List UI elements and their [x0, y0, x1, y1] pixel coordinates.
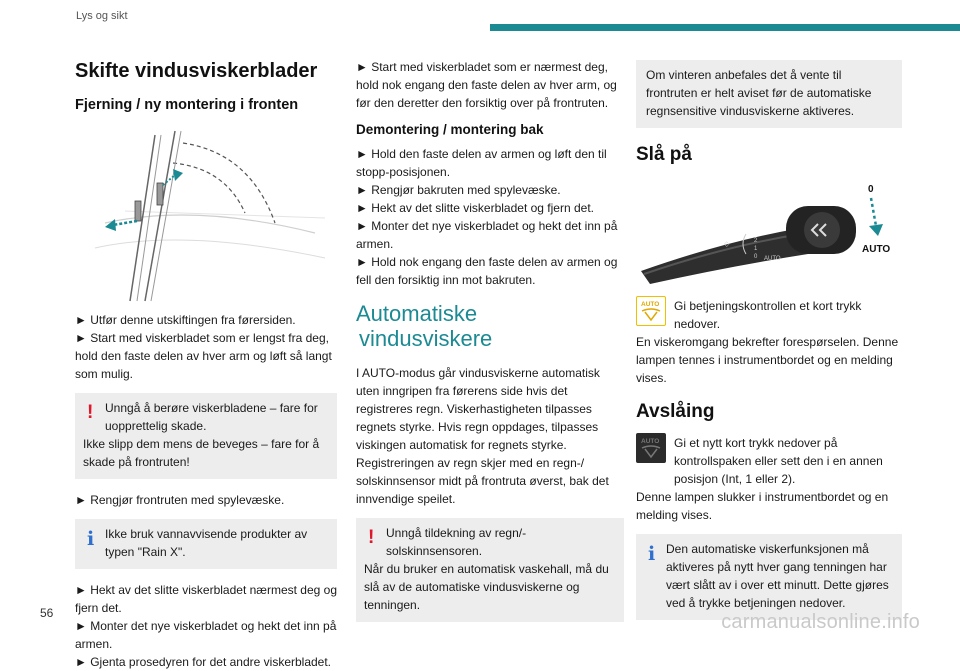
column-1: [75, 50, 337, 671]
auto-wipers-title-line-2: vindusviskere: [359, 326, 493, 352]
on-title: Slå på: [636, 144, 692, 165]
auto-wiper-icon: [636, 296, 666, 326]
page-number: 56: [40, 606, 54, 620]
warning-text-2: Når du bruker en automatisk vaskehall, må du slå av de automatiske vindusviskerne og tenningen.: [364, 561, 609, 612]
step-3: ► Rengjør frontruten med spylevæske.: [75, 493, 285, 507]
off-text-1: Gi et nytt kort trykk nedover på kontrollspaken eller sett den i en annen posisjon (Int, 1 eller 2).: [674, 436, 883, 486]
column-2: [356, 58, 624, 634]
wiper-lever-illustration: [636, 176, 898, 286]
windshield-wiper-illustration: [75, 123, 337, 301]
svg-text:0: 0: [754, 254, 758, 260]
info-icon: i: [648, 543, 656, 565]
rear-step-3: ► Hekt av det slitte viskerbladet og fjern det.: [356, 201, 594, 215]
info-icon: i: [87, 528, 95, 550]
rear-step-4: ► Monter det nye viskerbladet og hekt det inn på armen.: [356, 219, 618, 251]
auto-text: I AUTO-modus går vindusviskerne automatisk uten inngripen fra førerens side hvis det registreres regn. Viskerhastigheten tilpasses regnets styrke. Hvis regn oppdages, tilpasses viskingen automatisk for regnets styrke. Registreringen av regn skjer med en regn-/ solskinnsensor midt på frontruta øverst, bak det innvendige speilet.: [356, 365, 609, 506]
header-bar: [490, 24, 960, 31]
header-section: Lys og sikt: [76, 10, 128, 22]
watermark: carmanualsonline.info: [721, 611, 920, 633]
info-text: Ikke bruk vannavvisende produkter av typen "Rain X".: [105, 527, 308, 559]
rear-step-2: ► Rengjør bakruten med spylevæske.: [356, 183, 561, 197]
svg-text:◇: ◇: [724, 241, 730, 248]
intro-step: ► Start med viskerbladet som er nærmest deg, hold nok engang den faste delen av hver arm, og før den deretter den forsiktig over på frontruten.: [356, 60, 617, 110]
rear-title: Demontering / montering bak: [356, 122, 544, 137]
warning-icon: !: [368, 526, 375, 548]
step-2: ► Start med viskerbladet som er lengst fra deg, hold den faste delen av hver arm og løft så langt som mulig.: [75, 331, 332, 381]
auto-wipers-title: [356, 301, 624, 352]
step-5: ► Monter det nye viskerbladet og hekt det inn på armen.: [75, 619, 337, 651]
off-instruction: [636, 433, 902, 488]
step-1: ► Utfør denne utskiftingen fra førersiden.: [75, 313, 296, 327]
svg-text:AUTO: AUTO: [641, 438, 660, 445]
off-title: Avslåing: [636, 401, 715, 422]
lever-label-auto: AUTO: [862, 244, 891, 255]
warning-note-1: [75, 393, 337, 479]
svg-text:AUTO: AUTO: [641, 301, 660, 308]
warning-text-1: Unngå å berøre viskerbladene – fare for uopprettelig skade.: [105, 401, 318, 433]
auto-wiper-dark-icon: [636, 433, 666, 463]
off-text-2: Denne lampen slukker i instrumentbordet og en melding vises.: [636, 490, 889, 522]
rear-step-1: ► Hold den faste delen av armen og løft den til stopp-posisjonen.: [356, 147, 607, 179]
auto-wipers-title-line-1: Automatiske: [356, 301, 478, 326]
info-text: Den automatiske viskerfunksjonen må aktiveres på nytt hver gang tenningen har vært slått av i over ett minutt. Dette gjøres ved å trykke betjeningen nedover.: [666, 542, 889, 610]
svg-text:1: 1: [754, 246, 758, 252]
info-note-1: [75, 519, 337, 569]
on-text-1: Gi betjeningskontrollen et kort trykk nedover.: [674, 299, 862, 331]
warning-icon: !: [87, 402, 94, 423]
warning-note-2: [356, 518, 624, 622]
warning-text-2: Ikke slipp dem mens de beveges – fare for å skade på frontruten!: [83, 437, 320, 469]
title: Skifte vindusviskerblader: [75, 60, 318, 82]
on-instruction: [636, 296, 902, 333]
svg-text:AUTO: AUTO: [764, 256, 781, 262]
svg-text:2: 2: [754, 238, 758, 244]
on-text-2: En viskeromgang bekrefter forespørselen. Denne lampen tennes i instrumentbordet og en melding vises.: [636, 335, 899, 385]
step-6: ► Gjenta prosedyren for det andre viskerbladet.: [75, 655, 332, 669]
step-4: ► Hekt av det slitte viskerbladet nærmest deg og fjern det.: [75, 583, 337, 615]
subtitle: Fjerning / ny montering i fronten: [75, 97, 299, 113]
rear-step-5: ► Hold nok engang den faste delen av armen og fell den forsiktig inn mot bakruten.: [356, 255, 618, 287]
column-3: [636, 54, 902, 632]
warning-text-1: Unngå tildekning av regn/-solskinnsensoren.: [386, 525, 527, 558]
winter-note: Om vinteren anbefales det å vente til frontruten er helt aviset før de automatiske regnsensitive vindusviskerne aktiveres.: [636, 60, 902, 128]
info-note-2: [636, 534, 902, 620]
lever-label-0: 0: [868, 184, 874, 195]
